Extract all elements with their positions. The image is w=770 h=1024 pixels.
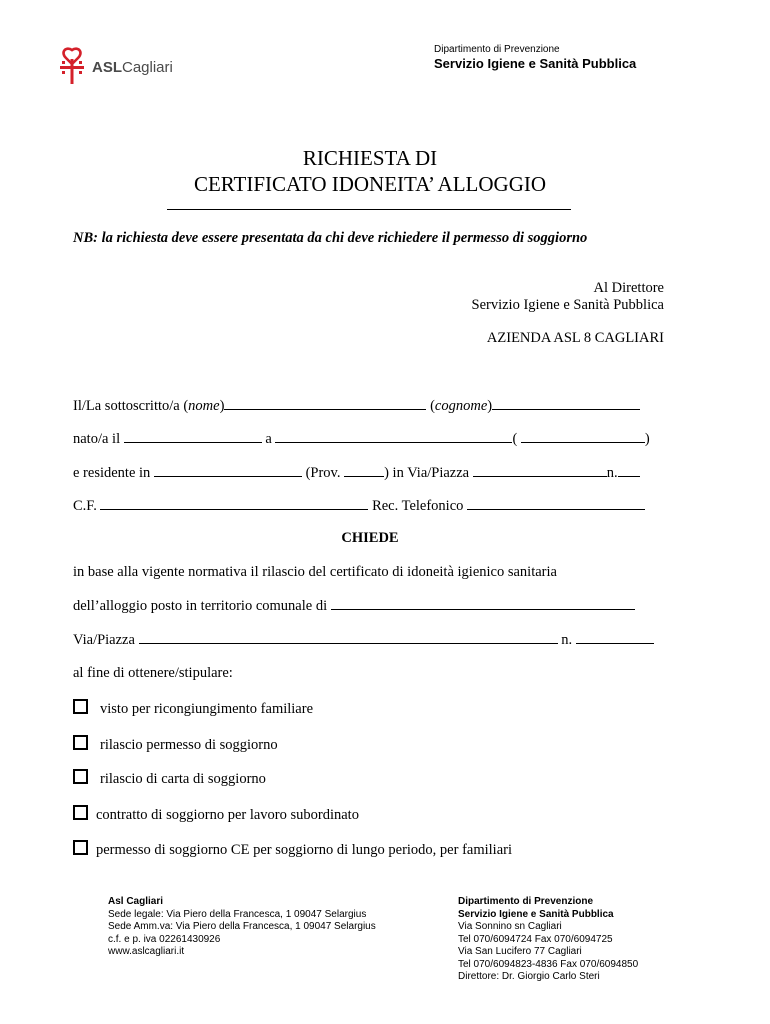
label-number: n. [557, 632, 576, 648]
checkbox[interactable] [73, 699, 88, 714]
footer-admin-address: Sede Amm.va: Via Piero della Francesca, 1 09047 Selargius [108, 921, 376, 932]
cognome-field[interactable] [492, 397, 640, 410]
recipient-line2: Servizio Igiene e Sanità Pubblica [471, 297, 664, 313]
option-label: visto per ricongiungimento familiare [100, 701, 314, 717]
page-title-line2: CERTIFICATO IDONEITA’ ALLOGGIO [193, 172, 547, 196]
footer-dept-info [458, 896, 638, 984]
codice-fiscale-field[interactable] [100, 497, 368, 510]
birth-province-field[interactable] [521, 430, 645, 443]
birth-place-field[interactable] [275, 430, 512, 443]
label-paren-open: ( [512, 431, 521, 447]
option-label: permesso di soggiorno CE per soggiorno di lungo periodo, per familiari [96, 842, 512, 858]
footer-phone-2: Tel 070/6094823-4836 Fax 070/6094850 [458, 958, 639, 970]
label-cognome: cognome [434, 398, 488, 414]
label-prov: (Prov. [301, 465, 345, 481]
form-line-birth [73, 430, 650, 448]
logo-text-light: Cagliari [122, 59, 173, 76]
option-label: rilascio permesso di soggiorno [100, 737, 278, 753]
label-nato: nato/a il [73, 431, 124, 447]
residence-province-field[interactable] [344, 464, 384, 477]
label-cf: C.F. [73, 498, 101, 514]
checkbox[interactable] [73, 805, 88, 820]
asl-cross-heart-icon [58, 46, 188, 86]
page-title-line1: RICHIESTA DI [302, 146, 438, 170]
label-a: a [261, 431, 276, 447]
recipient-line3: AZIENDA ASL 8 CAGLIARI [486, 330, 664, 346]
form-line-municipality [73, 597, 635, 615]
footer-address-2: Via San Lucifero 77 Cagliari [458, 946, 582, 957]
label-paren-close: ) [644, 431, 650, 447]
birth-date-field[interactable] [124, 430, 262, 443]
property-number-field[interactable] [576, 631, 654, 644]
chiede-heading: CHIEDE [341, 530, 399, 546]
department-label: Dipartimento di Prevenzione [434, 44, 560, 55]
label-via-piazza: ) in Via/Piazza [384, 465, 473, 481]
form-line-name [73, 397, 640, 415]
option-item[interactable] [73, 840, 512, 859]
footer-tax-code: c.f. e p. iva 02261430926 [108, 933, 221, 945]
option-item[interactable] [73, 699, 313, 718]
option-item[interactable] [73, 805, 359, 824]
form-line-cf [73, 497, 645, 515]
municipality-field[interactable] [331, 597, 635, 610]
title-divider [167, 209, 571, 210]
label-paren: ) [487, 398, 493, 414]
residence-number-field[interactable] [618, 464, 640, 477]
residence-city-field[interactable] [154, 464, 302, 477]
property-street-field[interactable] [139, 631, 558, 644]
label-number: n. [606, 465, 618, 481]
footer-service-name: Servizio Igiene e Sanità Pubblica [458, 908, 614, 920]
residence-street-field[interactable] [473, 464, 607, 477]
asl-cagliari-logo [58, 46, 188, 86]
footer-director: Direttore: Dr. Giorgio Carlo Steri [458, 971, 600, 982]
nome-field[interactable] [224, 397, 426, 410]
footer-website: www.aslcagliari.it [108, 946, 185, 957]
note-text: NB: la richiesta deve essere presentata da chi deve richiedere il permesso di soggiorno [73, 230, 588, 246]
option-label: contratto di soggiorno per lavoro subordinato [96, 807, 359, 823]
service-label: Servizio Igiene e Sanità Pubblica [434, 56, 637, 71]
footer-asl-info [108, 896, 376, 959]
logo-text-bold: ASL [92, 59, 122, 76]
recipient-line1: Al Direttore [593, 280, 664, 296]
form-line-residence [73, 464, 640, 482]
checkbox[interactable] [73, 769, 88, 784]
label-paren: ( [426, 398, 435, 414]
footer-dept-name: Dipartimento di Prevenzione [458, 896, 594, 907]
phone-field[interactable] [467, 497, 645, 510]
label-nome: nome [188, 398, 220, 414]
footer-address-1: Via Sonnino sn Cagliari [458, 921, 562, 932]
checkbox[interactable] [73, 735, 88, 750]
checkbox[interactable] [73, 840, 88, 855]
footer-phone-1: Tel 070/6094724 Fax 070/6094725 [458, 933, 613, 945]
label-paren: ) [219, 398, 225, 414]
form-line-request: in base alla vigente normativa il rilascio del certificato di idoneità igienico sanitaria [73, 564, 557, 580]
svg-text:ASLCagliari [92, 59, 173, 76]
footer-legal-address: Sede legale: Via Piero della Francesca, 1 09047 Selargius [108, 908, 367, 920]
option-label: rilascio di carta di soggiorno [100, 771, 266, 787]
footer-asl-name: Asl Cagliari [108, 896, 164, 907]
label-sottoscritto: Il/La sottoscritto/a ( [73, 398, 189, 414]
option-item[interactable] [73, 769, 266, 788]
label-residente: e residente in [73, 465, 154, 481]
label-telefono: Rec. Telefonico [368, 498, 468, 514]
form-line-purpose: al fine di ottenere/stipulare: [73, 665, 233, 681]
form-line-address [73, 631, 654, 649]
option-item[interactable] [73, 735, 278, 754]
label-via-piazza: Via/Piazza [73, 632, 139, 648]
label-comune: dell’alloggio posto in territorio comunale di [73, 598, 331, 614]
